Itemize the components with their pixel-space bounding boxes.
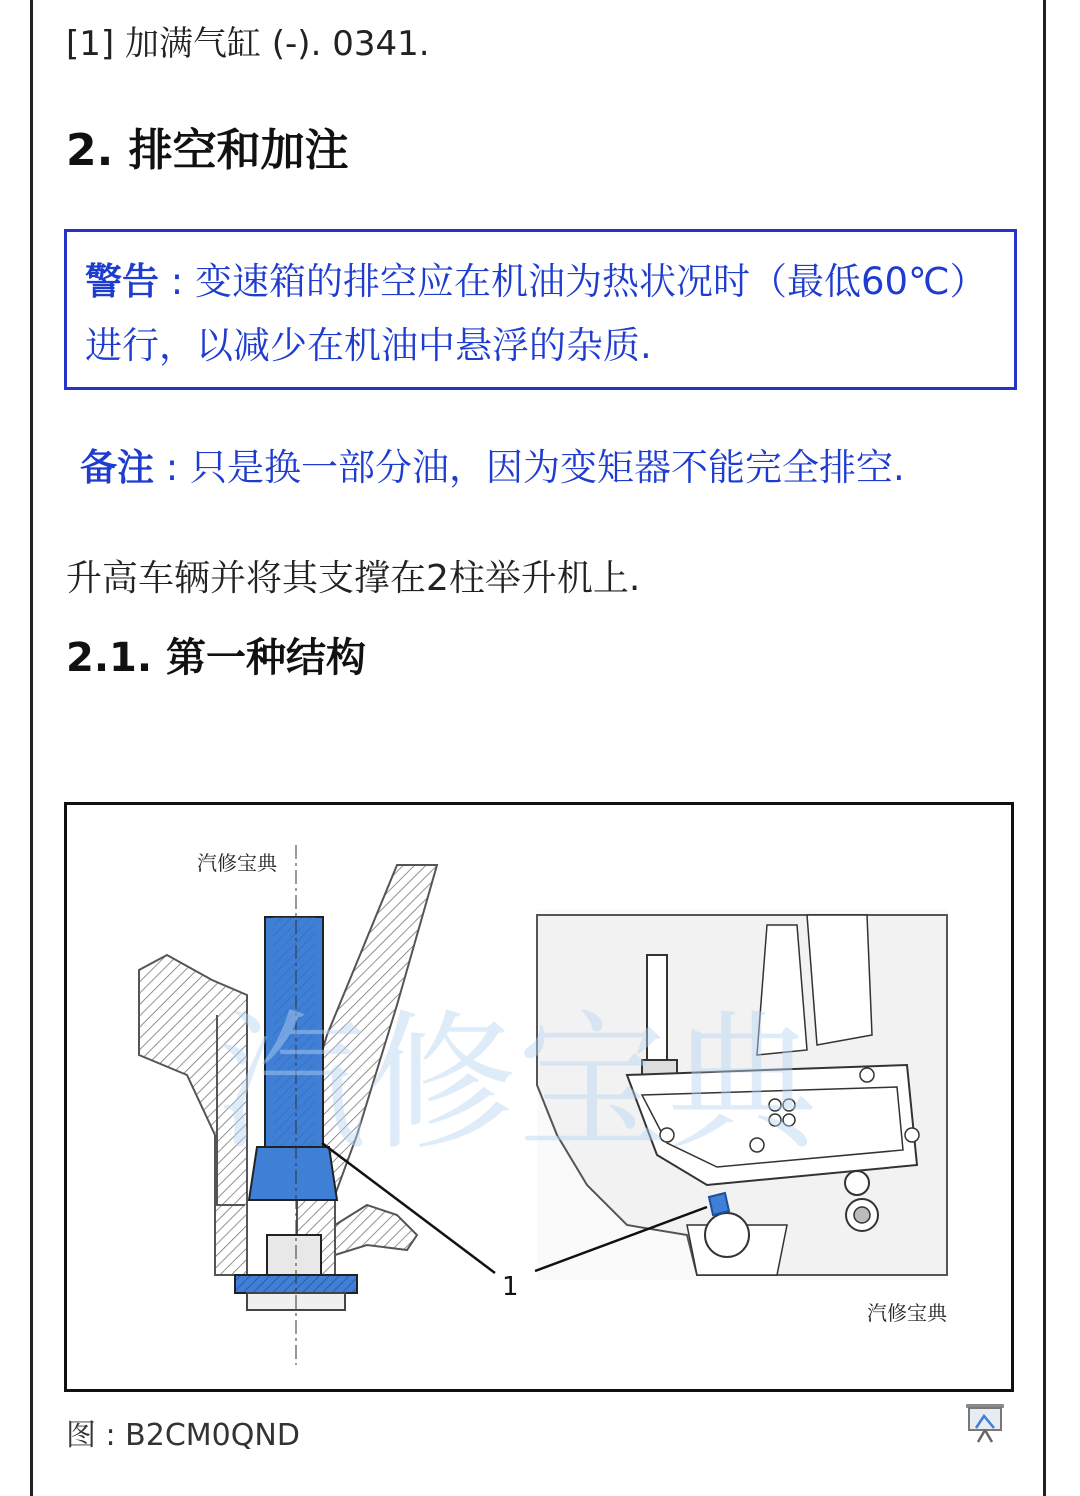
warning-label: 警告 [85, 260, 159, 303]
watermark-bottom: 汽修宝典 [867, 1301, 947, 1325]
figure-caption: 图 : B2CM0QND [66, 1418, 300, 1453]
subsection-title: 2.1. 第一种结构 [66, 635, 366, 681]
drain-plug-highlight [709, 1193, 729, 1215]
callout-label: 1 [502, 1272, 519, 1302]
instruction-text: 升高车辆并将其支撑在2柱举升机上. [66, 558, 641, 599]
warning-text: 变速箱的排空应在机油为热状况时（最低60℃）进行，以减少在机油中悬浮的杂质. [85, 260, 987, 367]
note-label: 备注 [80, 446, 154, 489]
warning-box [64, 229, 1017, 390]
expand-figure-icon [962, 1400, 1008, 1446]
watermark-top: 汽修宝典 [197, 851, 277, 875]
figure-illustration[interactable] [64, 802, 1014, 1392]
note [80, 437, 905, 491]
note-text: 只是换一部分油，因为变矩器不能完全排空. [190, 446, 905, 489]
presentation-screen-icon[interactable] [962, 1400, 1008, 1446]
transmission-drain-diagram [67, 805, 1011, 1389]
warning-separator: : [159, 260, 195, 303]
note-separator: : [154, 446, 190, 489]
reference-line: [1] 加满气缸 (-). 0341. [66, 24, 430, 64]
section-title: 2. 排空和加注 [66, 125, 349, 176]
watermark-big: 汽修宝典 [217, 997, 818, 1171]
